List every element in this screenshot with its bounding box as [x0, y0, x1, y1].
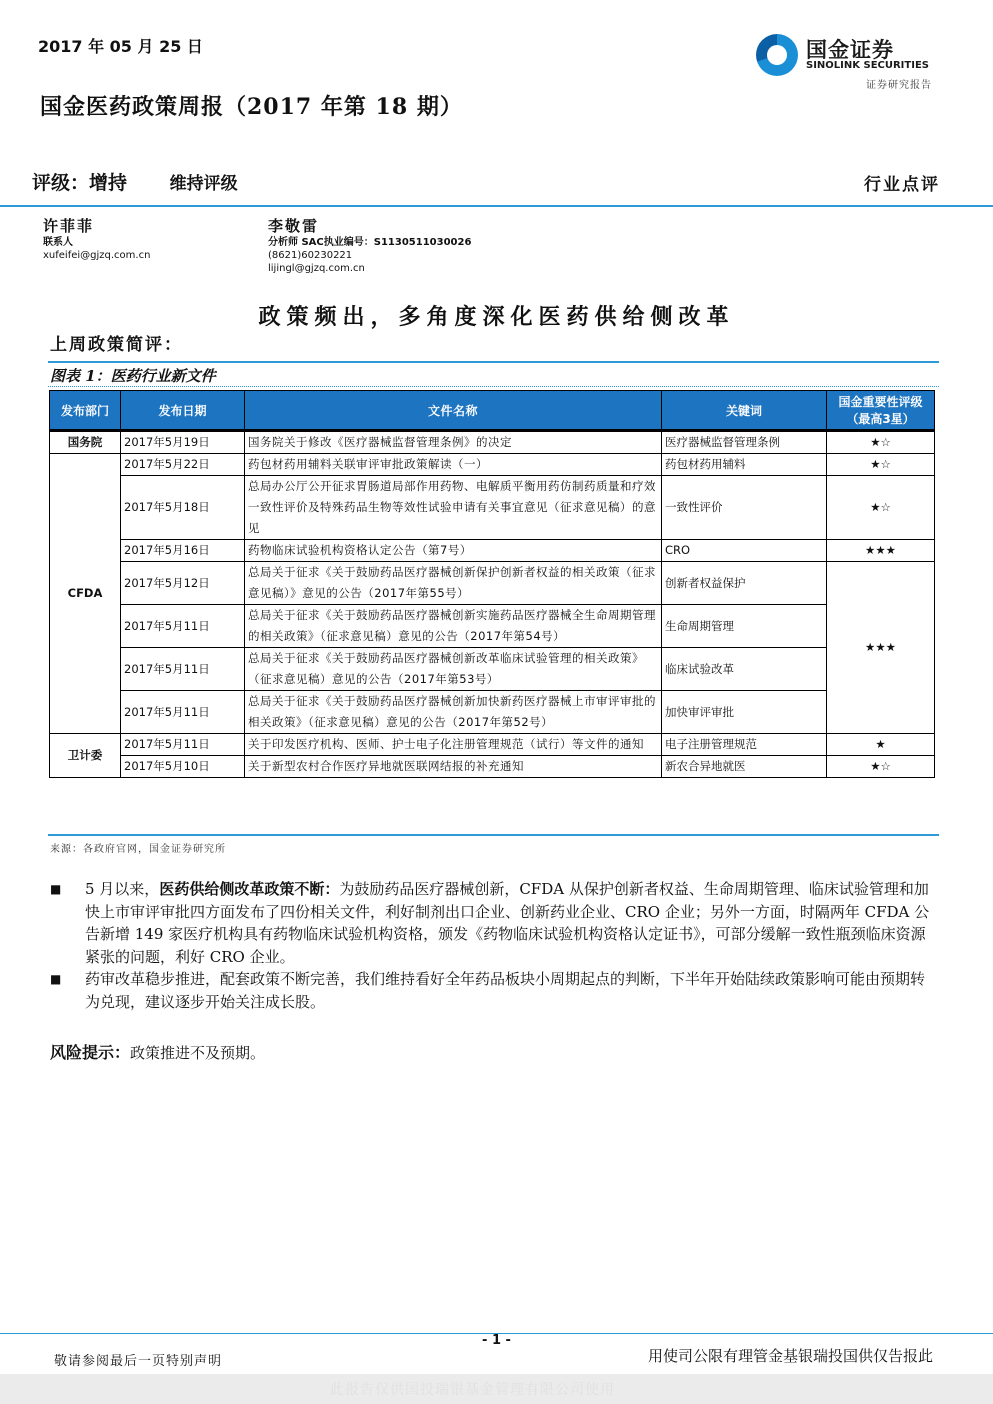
rating-header-sub: （最高3星）: [846, 412, 915, 426]
bullet-item: [50, 968, 938, 1013]
analyst-email: xufeifei@gjzq.com.cn: [43, 250, 151, 261]
analyst-card: [268, 217, 472, 275]
col-header-dept: 发布部门: [50, 391, 121, 431]
table-row: [50, 734, 935, 756]
table-row: [50, 431, 935, 454]
cell-dept: CFDA: [50, 454, 121, 734]
square-bullet-icon: ■: [50, 972, 62, 986]
commentary: [50, 878, 938, 1013]
analyst-phone: (8621)60230221: [268, 250, 353, 261]
cell-date: 2017年5月22日: [121, 454, 245, 476]
bullet-item: [50, 878, 938, 968]
section-title: 上周政策简评：: [50, 335, 183, 355]
risk-text: 政策推进不及预期。: [130, 1044, 266, 1062]
col-header-doc: 文件名称: [245, 391, 662, 431]
cell-date: 2017年5月10日: [121, 756, 245, 778]
cell-doc: 国务院关于修改《医疗器械监督管理条例》的决定: [245, 431, 662, 454]
square-bullet-icon: ■: [50, 882, 62, 896]
report-title: 国金医药政策周报（2017 年第 18 期）: [40, 94, 463, 120]
figure-caption: 图表 1：医药行业新文件: [50, 367, 216, 385]
cell-keyword: 生命周期管理: [662, 605, 827, 648]
bullet-lead: 5 月以来，: [85, 880, 160, 898]
rating-label: 评级：增持: [32, 172, 128, 194]
source-note: 来源：各政府官网，国金证券研究所: [50, 844, 226, 855]
table-row: [50, 756, 935, 778]
rating-row: [32, 168, 274, 195]
cell-doc: 关于印发医疗机构、医师、护士电子化注册管理规范（试行）等文件的通知: [245, 734, 662, 756]
cell-rating: ★☆: [827, 756, 935, 778]
caption-divider: [48, 386, 939, 387]
cell-doc: 关于新型农村合作医疗异地就医联网结报的补充通知: [245, 756, 662, 778]
cell-date: 2017年5月11日: [121, 605, 245, 648]
footer-right-text: 用使司公限有理管金基银瑞投国供仅告报此: [647, 1347, 933, 1365]
cell-rating: ★★★: [827, 562, 935, 734]
header-divider: [0, 205, 993, 207]
bullet-text: 为鼓励药品医疗器械创新，CFDA 从保护创新者权益、生命周期管理、临床试验管理和加快上市审评审批四方面发布了四份相关文件，利好制剂出口企业、创新药业企业、CRO 企业；另外一方面，时隔两年 CFDA 公告新增 149 家医疗机构具有药物临床试验机构资格，颁发《药物临床试验机构资格认定证书》，可部分缓解一致性瓶颈临床资源紧张的问题，利好 CRO 企业。: [85, 880, 930, 966]
rating-note: 维持评级: [169, 174, 238, 194]
cell-dept: 卫计委: [50, 734, 121, 778]
cell-doc: 药包材药用辅料关联审评审批政策解读（一）: [245, 454, 662, 476]
cell-keyword: 临床试验改革: [662, 648, 827, 691]
cell-keyword: 加快审评审批: [662, 691, 827, 734]
cell-dept: 国务院: [50, 431, 121, 454]
section-divider: [48, 361, 939, 363]
col-header-keyword: 关键词: [662, 391, 827, 431]
headline: 政策频出，多角度深化医药供给侧改革: [258, 304, 735, 330]
watermark-text: 此报告仅供国投瑞银基金管理有限公司使用: [330, 1382, 615, 1398]
table-row: [50, 691, 935, 734]
logo-text-en: SINOLINK SECURITIES: [806, 60, 929, 71]
table-row: [50, 540, 935, 562]
cell-keyword: 电子注册管理规范: [662, 734, 827, 756]
cell-date: 2017年5月11日: [121, 734, 245, 756]
table-row: [50, 605, 935, 648]
report-category: 行业点评: [864, 175, 940, 195]
cell-rating: ★: [827, 734, 935, 756]
cell-date: 2017年5月18日: [121, 476, 245, 540]
cell-keyword: 创新者权益保护: [662, 562, 827, 605]
table-row: [50, 454, 935, 476]
bullet-bold: 医药供给侧改革政策不断：: [159, 880, 340, 898]
col-header-rating: [827, 391, 935, 431]
analyst-email: lijingl@gjzq.com.cn: [268, 263, 365, 274]
analyst-role: 联系人: [43, 237, 73, 248]
rating-header-main: 国金重要性评级: [838, 395, 923, 409]
cell-doc: 总局关于征求《关于鼓励药品医疗器械创新实施药品医疗器械全生命周期管理的相关政策》（征求意见稿）意见的公告（2017年第54号）: [245, 605, 662, 648]
table-bottom-divider: [48, 834, 939, 836]
table-row: [50, 562, 935, 605]
analyst-name: 李敬雷: [268, 217, 320, 235]
policy-table: [49, 390, 935, 778]
cell-date: 2017年5月16日: [121, 540, 245, 562]
cell-rating: ★☆: [827, 476, 935, 540]
risk-warning: [50, 1040, 265, 1063]
report-date: 2017 年 05 月 25 日: [38, 37, 203, 56]
footer-disclaimer: 敬请参阅最后一页特别声明: [54, 1354, 223, 1369]
cell-keyword: 医疗器械监督管理条例: [662, 431, 827, 454]
logo-text-cn: 国金证券: [806, 38, 894, 62]
cell-keyword: 一致性评价: [662, 476, 827, 540]
cell-keyword: CRO: [662, 540, 827, 562]
cell-doc: 总局关于征求《关于鼓励药品医疗器械创新加快新药医疗器械上市审评审批的相关政策》（征求意见稿）意见的公告（2017年第52号）: [245, 691, 662, 734]
cell-rating: ★☆: [827, 431, 935, 454]
cell-doc: 总局办公厅公开征求胃肠道局部作用药物、电解质平衡用药仿制药质量和疗效一致性评价及特殊药品生物等效性试验申请有关事宜意见（征求意见稿）的意见: [245, 476, 662, 540]
analyst-role: 分析师 SAC执业编号：S1130511030026: [268, 237, 472, 248]
cell-date: 2017年5月12日: [121, 562, 245, 605]
col-header-date: 发布日期: [121, 391, 245, 431]
table-row: [50, 648, 935, 691]
cell-keyword: 药包材药用辅料: [662, 454, 827, 476]
cell-rating: ★☆: [827, 454, 935, 476]
cell-doc: 总局关于征求《关于鼓励药品医疗器械创新保护创新者权益的相关政策（征求意见稿）》意见的公告（2017年第55号）: [245, 562, 662, 605]
cell-date: 2017年5月11日: [121, 691, 245, 734]
cell-date: 2017年5月19日: [121, 431, 245, 454]
cell-rating: ★★★: [827, 540, 935, 562]
cell-date: 2017年5月11日: [121, 648, 245, 691]
page-number: - 1 -: [482, 1333, 511, 1348]
logo-mark-icon: [756, 34, 798, 76]
company-logo: [756, 32, 944, 90]
cell-doc: 总局关于征求《关于鼓励药品医疗器械创新改革临床试验管理的相关政策》（征求意见稿）意见的公告（2017年第53号）: [245, 648, 662, 691]
cell-doc: 药物临床试验机构资格认定公告（第7号）: [245, 540, 662, 562]
cell-keyword: 新农合异地就医: [662, 756, 827, 778]
risk-label: 风险提示：: [50, 1043, 131, 1062]
logo-subtitle: 证券研究报告: [866, 80, 932, 91]
analyst-name: 许菲菲: [43, 217, 95, 235]
table-row: [50, 476, 935, 540]
bullet-text: 药审改革稳步推进，配套政策不断完善，我们维持看好全年药品板块小周期起点的判断，下半年开始陆续政策影响可能由预期转为兑现，建议逐步开始关注成长股。: [85, 970, 926, 1011]
analyst-card: [43, 217, 151, 262]
